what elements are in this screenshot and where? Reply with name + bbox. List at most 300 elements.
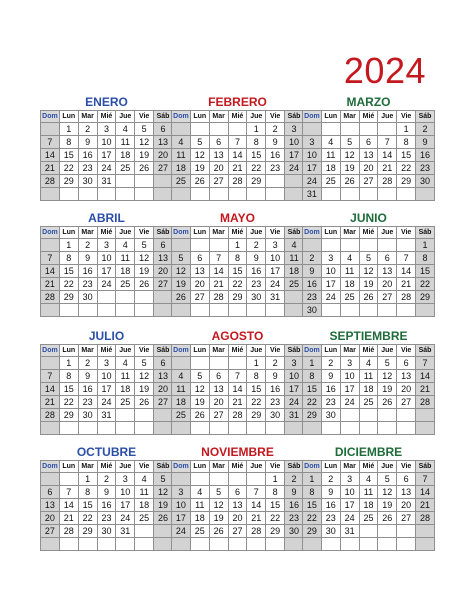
day-cell: 2 <box>247 239 266 252</box>
day-cell: 12 <box>172 265 191 278</box>
day-cell: 5 <box>209 486 228 499</box>
weekday-header: Dom <box>303 345 322 357</box>
day-cell: 7 <box>397 252 416 265</box>
day-cell: 20 <box>154 383 173 396</box>
day-cell: 28 <box>228 409 247 422</box>
day-cell <box>78 304 97 317</box>
day-cell <box>116 175 135 188</box>
day-cell: 8 <box>247 370 266 383</box>
weekday-header: Sáb <box>416 227 435 239</box>
weekday-header: Vie <box>397 345 416 357</box>
month-grid <box>171 460 304 551</box>
day-cell <box>247 188 266 201</box>
weekday-header: Vie <box>266 345 285 357</box>
day-cell: 10 <box>340 370 359 383</box>
day-cell: 12 <box>135 252 154 265</box>
day-cell: 16 <box>78 149 97 162</box>
day-cell: 25 <box>172 409 191 422</box>
day-cell: 30 <box>78 175 97 188</box>
day-cell: 1 <box>247 357 266 370</box>
day-cell <box>135 525 154 538</box>
day-cell <box>97 291 116 304</box>
day-cell: 29 <box>303 409 322 422</box>
weekday-header: Lun <box>190 111 209 123</box>
day-cell: 27 <box>154 162 173 175</box>
day-cell: 27 <box>41 525 60 538</box>
day-cell <box>416 422 435 435</box>
day-cell <box>378 123 397 136</box>
day-cell: 14 <box>41 149 60 162</box>
day-cell: 2 <box>285 473 304 486</box>
weekday-header: Sáb <box>416 111 435 123</box>
day-cell <box>116 538 135 551</box>
day-cell: 14 <box>209 265 228 278</box>
day-cell <box>303 239 322 252</box>
weekday-header: Lun <box>321 111 340 123</box>
week-row <box>172 278 304 291</box>
day-cell <box>266 175 285 188</box>
day-cell: 15 <box>247 383 266 396</box>
day-cell: 3 <box>340 473 359 486</box>
day-cell: 6 <box>41 486 60 499</box>
weekday-header: Vie <box>397 461 416 473</box>
weekday-header: Lun <box>321 461 340 473</box>
day-cell: 4 <box>285 239 304 252</box>
weekday-header: Dom <box>303 111 322 123</box>
day-cell: 10 <box>97 252 116 265</box>
week-row <box>41 525 173 538</box>
day-cell: 14 <box>416 370 435 383</box>
day-cell: 24 <box>340 396 359 409</box>
day-cell <box>78 188 97 201</box>
day-cell: 6 <box>209 370 228 383</box>
day-cell: 14 <box>59 499 78 512</box>
week-row <box>172 136 304 149</box>
day-cell: 27 <box>190 291 209 304</box>
week-row <box>303 123 435 136</box>
month-name: NOVIEMBRE <box>201 445 274 459</box>
week-row <box>303 525 435 538</box>
day-cell: 15 <box>247 149 266 162</box>
day-cell: 13 <box>190 265 209 278</box>
week-row <box>303 422 435 435</box>
day-cell <box>416 304 435 317</box>
day-cell: 22 <box>416 278 435 291</box>
day-cell: 11 <box>340 265 359 278</box>
week-row <box>303 370 435 383</box>
day-cell: 3 <box>97 239 116 252</box>
day-cell: 25 <box>359 396 378 409</box>
day-cell: 5 <box>135 357 154 370</box>
day-cell: 21 <box>228 162 247 175</box>
day-cell: 18 <box>116 149 135 162</box>
day-cell <box>359 304 378 317</box>
day-cell: 30 <box>285 525 304 538</box>
day-cell: 7 <box>41 136 60 149</box>
day-cell: 8 <box>59 136 78 149</box>
day-cell: 22 <box>397 162 416 175</box>
day-cell: 26 <box>378 512 397 525</box>
day-cell: 7 <box>41 370 60 383</box>
day-cell: 15 <box>266 499 285 512</box>
weekday-header: Jue <box>247 227 266 239</box>
day-cell: 15 <box>416 265 435 278</box>
weekday-header: Dom <box>41 461 60 473</box>
day-cell: 6 <box>154 357 173 370</box>
day-cell <box>359 422 378 435</box>
weekday-header: Vie <box>266 227 285 239</box>
day-cell: 31 <box>285 409 304 422</box>
day-cell: 23 <box>78 278 97 291</box>
day-cell: 14 <box>378 149 397 162</box>
day-cell <box>285 291 304 304</box>
day-cell: 28 <box>59 525 78 538</box>
day-cell: 15 <box>78 499 97 512</box>
day-cell: 16 <box>416 149 435 162</box>
day-cell <box>135 409 154 422</box>
day-cell: 22 <box>228 278 247 291</box>
day-cell: 5 <box>135 239 154 252</box>
day-cell: 12 <box>190 383 209 396</box>
day-cell: 1 <box>416 239 435 252</box>
day-cell: 20 <box>359 162 378 175</box>
month-grid <box>302 110 435 201</box>
day-cell: 13 <box>359 149 378 162</box>
week-row <box>303 396 435 409</box>
day-cell <box>321 239 340 252</box>
day-cell <box>321 538 340 551</box>
week-row <box>172 188 304 201</box>
day-cell: 9 <box>78 136 97 149</box>
day-cell <box>397 409 416 422</box>
day-cell: 10 <box>266 252 285 265</box>
day-cell: 30 <box>266 409 285 422</box>
weekday-header: Mié <box>228 111 247 123</box>
day-cell: 20 <box>154 149 173 162</box>
day-cell: 23 <box>285 512 304 525</box>
day-cell: 29 <box>228 291 247 304</box>
weekday-header: Dom <box>41 111 60 123</box>
day-cell: 31 <box>97 409 116 422</box>
day-cell: 16 <box>303 278 322 291</box>
day-cell: 27 <box>154 278 173 291</box>
day-cell: 21 <box>247 512 266 525</box>
day-cell <box>340 239 359 252</box>
weekday-header: Vie <box>135 345 154 357</box>
day-cell: 1 <box>228 239 247 252</box>
day-cell: 7 <box>416 357 435 370</box>
day-cell: 1 <box>303 473 322 486</box>
day-cell: 29 <box>247 175 266 188</box>
weekday-header: Sáb <box>154 227 173 239</box>
day-cell: 30 <box>78 291 97 304</box>
week-row <box>303 265 435 278</box>
weekday-header: Vie <box>266 111 285 123</box>
day-cell <box>135 422 154 435</box>
day-cell <box>359 123 378 136</box>
day-cell: 13 <box>209 149 228 162</box>
day-cell: 16 <box>266 149 285 162</box>
day-cell: 26 <box>135 396 154 409</box>
day-cell: 20 <box>397 383 416 396</box>
day-cell <box>154 422 173 435</box>
day-cell: 9 <box>303 265 322 278</box>
week-row <box>303 239 435 252</box>
day-cell: 10 <box>340 486 359 499</box>
week-row <box>41 291 173 304</box>
day-cell <box>116 422 135 435</box>
month-grid <box>40 110 173 201</box>
week-row <box>303 162 435 175</box>
weekday-header: Mar <box>78 111 97 123</box>
day-cell <box>397 239 416 252</box>
weekday-header: Jue <box>247 111 266 123</box>
day-cell <box>41 123 60 136</box>
day-cell: 23 <box>321 396 340 409</box>
week-row <box>303 149 435 162</box>
day-cell: 24 <box>321 291 340 304</box>
day-cell <box>209 538 228 551</box>
day-cell: 8 <box>59 370 78 383</box>
day-cell: 10 <box>321 265 340 278</box>
month-name: ABRIL <box>88 211 125 225</box>
day-cell: 18 <box>116 265 135 278</box>
day-cell <box>97 188 116 201</box>
day-cell: 26 <box>154 512 173 525</box>
week-row <box>172 396 304 409</box>
day-cell: 24 <box>266 278 285 291</box>
weekday-header: Lun <box>59 345 78 357</box>
weekday-header: Mar <box>78 461 97 473</box>
day-cell <box>41 239 60 252</box>
day-cell <box>228 304 247 317</box>
day-cell: 5 <box>190 136 209 149</box>
weekday-header: Mar <box>340 345 359 357</box>
day-cell: 21 <box>209 278 228 291</box>
weekday-header: Jue <box>247 345 266 357</box>
day-cell: 23 <box>266 396 285 409</box>
day-cell: 13 <box>378 265 397 278</box>
week-row <box>41 422 173 435</box>
day-cell: 24 <box>116 512 135 525</box>
day-cell <box>285 175 304 188</box>
day-cell: 23 <box>97 512 116 525</box>
day-cell <box>190 473 209 486</box>
day-cell <box>154 304 173 317</box>
day-cell: 11 <box>116 370 135 383</box>
day-cell: 29 <box>59 291 78 304</box>
week-row <box>172 499 304 512</box>
day-cell: 2 <box>303 252 322 265</box>
day-cell: 14 <box>397 265 416 278</box>
day-cell: 30 <box>303 304 322 317</box>
week-row <box>172 291 304 304</box>
day-cell: 9 <box>416 136 435 149</box>
day-cell: 19 <box>172 278 191 291</box>
day-cell: 13 <box>154 370 173 383</box>
day-cell: 18 <box>172 396 191 409</box>
day-cell <box>209 239 228 252</box>
day-cell: 13 <box>154 136 173 149</box>
day-cell: 18 <box>172 162 191 175</box>
day-cell: 25 <box>135 512 154 525</box>
day-cell: 27 <box>397 396 416 409</box>
weekday-header: Dom <box>303 227 322 239</box>
day-cell <box>116 409 135 422</box>
day-cell <box>97 422 116 435</box>
week-row <box>303 499 435 512</box>
weekday-header: Sáb <box>416 345 435 357</box>
week-row <box>41 278 173 291</box>
weekday-header: Sáb <box>154 111 173 123</box>
day-cell <box>135 175 154 188</box>
day-cell <box>247 473 266 486</box>
day-cell <box>247 304 266 317</box>
day-cell <box>397 188 416 201</box>
year-title: 2024 <box>343 50 426 91</box>
week-row <box>41 409 173 422</box>
day-cell: 25 <box>172 175 191 188</box>
day-cell: 5 <box>172 252 191 265</box>
month-grid <box>302 226 435 317</box>
day-cell <box>285 304 304 317</box>
day-cell: 21 <box>41 162 60 175</box>
day-cell: 20 <box>41 512 60 525</box>
day-cell <box>154 175 173 188</box>
day-cell: 8 <box>303 370 322 383</box>
day-cell: 6 <box>209 136 228 149</box>
weekday-header: Mié <box>228 227 247 239</box>
day-cell: 17 <box>303 162 322 175</box>
day-cell: 11 <box>172 383 191 396</box>
day-cell: 7 <box>378 136 397 149</box>
day-cell: 20 <box>228 512 247 525</box>
day-cell <box>172 422 191 435</box>
week-row <box>303 486 435 499</box>
day-cell: 17 <box>340 499 359 512</box>
day-cell: 20 <box>190 278 209 291</box>
day-cell: 6 <box>359 136 378 149</box>
weekday-header: Jue <box>378 345 397 357</box>
day-cell <box>228 473 247 486</box>
day-cell <box>303 123 322 136</box>
day-cell <box>378 239 397 252</box>
day-cell: 12 <box>135 136 154 149</box>
day-cell <box>359 188 378 201</box>
weekday-header: Sáb <box>285 345 304 357</box>
weekday-header: Mar <box>209 345 228 357</box>
day-cell: 23 <box>266 162 285 175</box>
weekday-header: Sáb <box>416 461 435 473</box>
day-cell: 21 <box>41 396 60 409</box>
day-cell: 12 <box>378 486 397 499</box>
day-cell: 14 <box>41 265 60 278</box>
day-cell: 29 <box>266 525 285 538</box>
day-cell: 4 <box>172 136 191 149</box>
day-cell: 9 <box>97 486 116 499</box>
day-cell: 1 <box>247 123 266 136</box>
day-cell <box>59 304 78 317</box>
day-cell: 4 <box>321 136 340 149</box>
day-cell: 8 <box>266 486 285 499</box>
day-cell: 28 <box>41 409 60 422</box>
day-cell: 28 <box>209 291 228 304</box>
day-cell: 27 <box>228 525 247 538</box>
weekday-header: Mié <box>97 227 116 239</box>
day-cell: 22 <box>59 162 78 175</box>
day-cell: 9 <box>266 136 285 149</box>
day-cell: 1 <box>59 123 78 136</box>
day-cell: 17 <box>97 383 116 396</box>
day-cell <box>416 538 435 551</box>
day-cell: 8 <box>247 136 266 149</box>
day-cell: 4 <box>135 473 154 486</box>
day-cell: 2 <box>266 123 285 136</box>
day-cell: 3 <box>340 357 359 370</box>
day-cell: 21 <box>228 396 247 409</box>
day-cell: 17 <box>285 149 304 162</box>
weekday-header: Mar <box>340 461 359 473</box>
day-cell: 20 <box>397 499 416 512</box>
day-cell: 27 <box>209 175 228 188</box>
day-cell: 14 <box>41 383 60 396</box>
day-cell: 4 <box>359 473 378 486</box>
day-cell: 4 <box>172 370 191 383</box>
weekday-header: Mié <box>359 461 378 473</box>
month-octubre <box>40 444 173 551</box>
day-cell <box>285 422 304 435</box>
weekday-header: Mié <box>228 461 247 473</box>
day-cell: 29 <box>59 409 78 422</box>
day-cell <box>172 473 191 486</box>
day-cell <box>340 188 359 201</box>
day-cell <box>59 188 78 201</box>
month-agosto <box>171 328 304 435</box>
day-cell: 24 <box>285 162 304 175</box>
day-cell: 3 <box>321 252 340 265</box>
day-cell <box>41 188 60 201</box>
day-cell: 20 <box>209 396 228 409</box>
day-cell <box>41 357 60 370</box>
day-cell: 30 <box>78 409 97 422</box>
month-name: JUNIO <box>350 211 387 225</box>
day-cell: 4 <box>116 239 135 252</box>
day-cell: 16 <box>285 499 304 512</box>
day-cell: 19 <box>190 396 209 409</box>
day-cell: 11 <box>116 252 135 265</box>
week-row <box>41 265 173 278</box>
day-cell <box>154 538 173 551</box>
day-cell <box>340 409 359 422</box>
week-row <box>303 538 435 551</box>
month-grid <box>171 110 304 201</box>
day-cell <box>266 304 285 317</box>
weekday-header: Lun <box>321 345 340 357</box>
day-cell: 3 <box>303 136 322 149</box>
week-row <box>172 512 304 525</box>
weekday-header: Sáb <box>285 461 304 473</box>
day-cell: 19 <box>378 383 397 396</box>
day-cell: 9 <box>321 370 340 383</box>
day-cell: 1 <box>59 357 78 370</box>
day-cell <box>59 473 78 486</box>
day-cell: 23 <box>416 162 435 175</box>
day-cell: 30 <box>321 409 340 422</box>
week-row <box>41 499 173 512</box>
day-cell: 6 <box>397 357 416 370</box>
day-cell: 17 <box>172 512 191 525</box>
day-cell <box>41 473 60 486</box>
